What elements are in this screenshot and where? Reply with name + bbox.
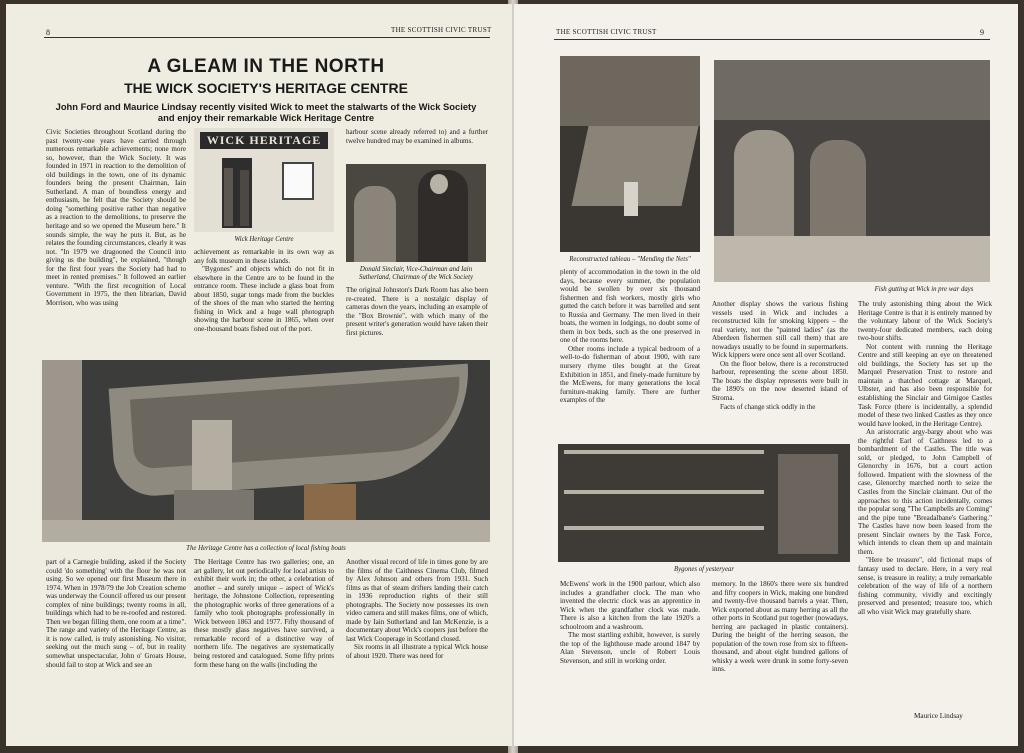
window [282, 162, 314, 200]
paragraph: On the floor below, there is a reconstructed harbour, representing the scene about 1850. The boats the display represents were built in the 1890's on the now deserted island of Stroma. [712, 359, 848, 403]
paragraph: The most startling exhibit, however, is surely the top of the lighthouse made around 1847 by Alan Stevenson, uncle of Robert Louis Stevenson, and still in working order. [560, 631, 700, 665]
caption-gutting: Fish gutting at Wick in pre war days [874, 286, 974, 293]
paragraph: An aristocratic argy-bargy about who was the rightful Earl of Caithness led to a bombardment of the Castles. The title was sold, or pledged, to John Campbell of Glenorchy in 1676, but a court action followed. Impatient with the slowness of the case, Glenorchy marched north to seize the Castles from the Sinclair claimant. Out of the approaches to this action incidentally, comes the popular song "The Campbells are Coming" and the pipe tune "Breadalbane's Gathering." The Castles have now been leased from the present Sinclair owners by the Task Force, which intends to clean them up and maintain them. [858, 428, 992, 556]
text-column-1-bottom [560, 580, 700, 740]
shelf [564, 526, 764, 530]
caption-boat: The Heritage Centre has a collection of local fishing boats [186, 545, 346, 552]
right-page [514, 4, 1018, 746]
boat-interior [560, 56, 700, 126]
text-column-3-top [346, 128, 488, 162]
text-column-1-top [560, 268, 700, 438]
bygones-photo [558, 444, 850, 562]
paragraph: memory. In the 1860's there were six hundred and fifty coopers in Wick, making one hundred and twenty-five thousand barrels a year. Then, Wick exported about as many herring as all the other ports in Scotland put together (nowadays, herring are packaged in plastic containers). During the height of the herring season, the population of the town rose from six to fifteen-thousand, and about eight hundred gallons of whisky a week were drunk in some forty-seven inns. [712, 580, 848, 674]
paragraph: The original Johnston's Dark Room has also been re-created. There is a nostalgic display of cameras down the years, including an example of the "Box Brownie", with which many of the present writer's generation would have taken their first pictures. [346, 286, 488, 337]
text-column-2 [194, 248, 334, 354]
gutting-trough [714, 236, 990, 282]
paragraph: Facts of change stick oddly in the [720, 402, 816, 411]
article-title: A GLEAM IN THE NORTH [147, 56, 385, 77]
fish-gutting-photo [714, 60, 990, 282]
text-column-3-mid [346, 286, 488, 354]
mannequin [624, 182, 638, 216]
caption-tableau: Reconstructed tableau – "Mending the Nets" [569, 256, 691, 263]
paragraph: The truly astonishing thing about the Wick Heritage Centre is that it is entirely manned by the voluntary labour of the Wick Society's twenty-four dedicated members, each doing two-hour shifts. [858, 300, 992, 343]
heritage-sign: WICK HERITAGE [200, 132, 328, 149]
left-page [6, 4, 512, 746]
header-rule [554, 39, 990, 40]
text-column-2-top [712, 300, 848, 438]
running-head-left: THE SCOTTISH CIVIC TRUST [391, 26, 492, 34]
floor [42, 520, 490, 542]
paragraph: The Heritage Centre has two galleries; one, an art gallery, let out periodically for local artists to exhibit their work in; the other, a celebration of another – and surely unique – aspect of Wick's heritage, the Johnstone Collection, representing the photographic works of three generations of a family who took photographs professionally in Wick between 1863 and 1977. Fifty thousand of these mostly glass negatives have survived, a remarkable record of a distinctive way of northern life. The negatives are systematically being restored and catalogued. Some fifty prints form these hang on the walls (including the [194, 558, 334, 669]
paragraph: Another visual record of life in times gone by are the films of the Caithness Cinema Club, filmed by Alex Johnson and others from 1931. Such films as that of steam drifters landing their catch in 1936 reproduction rights of their still photographs. The Society now possesses its own video camera and still makes films, one of which, made by Iain Sutherland and Ian McKenzie, is a documentary about Wick's coopers just before the last Wick Cooperage in Scotland closed. [346, 558, 488, 643]
text-column-2-bottom [194, 558, 334, 738]
author-signature: Maurice Lindsay [914, 712, 963, 720]
fishing-boat-photo [42, 360, 490, 542]
text-column-3 [858, 300, 992, 698]
paragraph: Not content with running the Heritage Centre and still keeping an eye on threatened old buildings, the Society has set up the Marquel Preservation Trust to restore and maintain a thatched cottage at Marquel, Ulbster, and has also been responsible for establishing the Sinclair and Girnigoe Castles Task Force (there is incidentally, a splendid model of these two linked Castles as they once would have looked, in the Heritage Centre). [858, 342, 992, 428]
paragraph: "Bygones" and objects which do not fit in elsewhere in the Centre are to be found in the entrance room. These include a glass boat from about 1850, sugar tongs made from the buckles of the shoes of the man who started the herring fishing in Wick and a huge wall photograph showing the harbour scene in 1865, when over one-thousand boats fished out of the port. [194, 265, 334, 333]
paragraph: plenty of accommodation in the town in the old days, because every summer, the population would be swollen by over six thousand fishermen and fish workers, mostly girls who gutted the catch before it was barrelled and sent to Russia and Germany. The men lived in their boats, the women in lodgings, no doubt some of them in box beds, such as the one preserved in one of the rooms here. [560, 268, 700, 345]
heritage-building-photo [194, 128, 334, 232]
cabinet [778, 454, 838, 554]
person-figure [224, 168, 233, 226]
caption-bygones: Bygones of yesteryear [673, 566, 735, 573]
capstan-base [174, 490, 254, 520]
worker-figure [810, 140, 866, 240]
mending-nets-photo [560, 56, 700, 252]
paragraph: achievement as remarkable in its own way as any folk museum in these islands. [194, 248, 334, 265]
paragraph: harbour scene already referred to) and a further twelve hundred may be examined in albums. [346, 128, 488, 145]
article-standfirst: John Ford and Maurice Lindsay recently visited Wick to meet the stalwarts of the Wick Society and enjoy their remarkable Wick Heritage Centre [55, 101, 477, 123]
chairman-photo [346, 164, 486, 262]
paragraph: McEwens' work in the 1900 parlour, which also includes a grandfather clock. The man who invented the electric clock was an apprentice in Wick when the grandfather clock was made. There is also a kitchen from the late 1920's a schoolroom and a washroom. [560, 580, 700, 631]
header-rule [44, 37, 490, 38]
paragraph: part of a Carnegie building, asked if the Society could 'do something' with the floor he was not using. So we opened our first Museum there in 1974. When in 1978/79 the Job Creation scheme was underway the Council offered us our present complex of nine buildings; twenty rooms in all, buildings which had to be re-roofed and restored. Then we began filling them, one room at a time". The range and variety of the Heritage Centre, as it is now called, is truly astonishing. No visitor, seeking out the much sung – of, but in reality somewhat unspectacular, John o' Groats House, should fail to stop at Wick and see an [46, 558, 186, 669]
shelf [564, 490, 764, 494]
text-column-1 [46, 128, 186, 354]
paragraph: Civic Societies throughout Scotland during the past twenty-one years have carried through numerous remarkable achievements; none more so, however, than the Wick Society. It was founded in 1971 in reaction to the demolition of old buildings in the town, one of its dynamic founders being the present Chairman, Iain Sutherland. A man of boundless energy and enthusiasm, he felt that the Society should be doing "something positive rather than negative as a reaction to the demolitions, to preserve the heritage and so we opened the Museum here." It sounds simple, the way he puts it. But, as he relates the founding circumstances, clearly it was not. "In 1979 we dragooned the Council into giving us the building", he explained, "though for the first four years the Society had had to meet in rented premises." It followed an earlier venture. "With the first recognition of Local Government in 1975, the then librarian, David Morrison, who was using [46, 128, 186, 307]
paragraph: "Here be treasure", old fictional maps of fantasy used to declare. Here, in a very real sense, is treasure in reality; a truly remarkable celebration of the way of life of a northern fishing community, vividly and excitingly preserved and presented; treasure too, which all who visit Wick may gratefully share. [858, 556, 992, 616]
page-number-right: 9 [980, 28, 984, 37]
background-barrels [714, 60, 990, 120]
text-column-1-bottom [46, 558, 186, 738]
page-number-left: 8 [46, 28, 50, 37]
caption-people: Donald Sinclair, Vice-Chairman and Iain Sutherland, Chairman of the Wick Society [358, 266, 474, 281]
face [430, 174, 448, 194]
paragraph: Other rooms include a typical bedroom of a well-to-do fisherman of about 1900, with rare nursery rhyme tiles bought at the Great Exhibition in 1851, and finely-made furniture by the McEwens, for many generations the local furniture-making family. There are further examples of the [560, 344, 700, 405]
paragraph: Six rooms in all illustrate a typical Wick house of about 1920. There was need for [346, 643, 488, 661]
running-head-right: THE SCOTTISH CIVIC TRUST [556, 28, 657, 36]
text-column-2-bottom [712, 580, 848, 740]
paragraph: Another display shows the various fishing vessels used in Wick and includes a reconstructed kiln for smoking kippers – the real variety, not the "painted ladies" (as the Aberdeen fishermen still call them) that are nowadays usually to be found in supermarkets. Wick kippers were once sent all over Scotland. [712, 300, 848, 360]
caption-building: Wick Heritage Centre [234, 236, 294, 243]
shelf [564, 450, 764, 454]
person-figure [240, 170, 249, 226]
boat-hull-edge [42, 360, 82, 542]
text-column-3-bottom [346, 558, 488, 738]
article-subtitle: THE WICK SOCIETY'S HERITAGE CENTRE [124, 80, 408, 96]
person-figure [354, 186, 396, 262]
worker-figure [734, 130, 794, 240]
